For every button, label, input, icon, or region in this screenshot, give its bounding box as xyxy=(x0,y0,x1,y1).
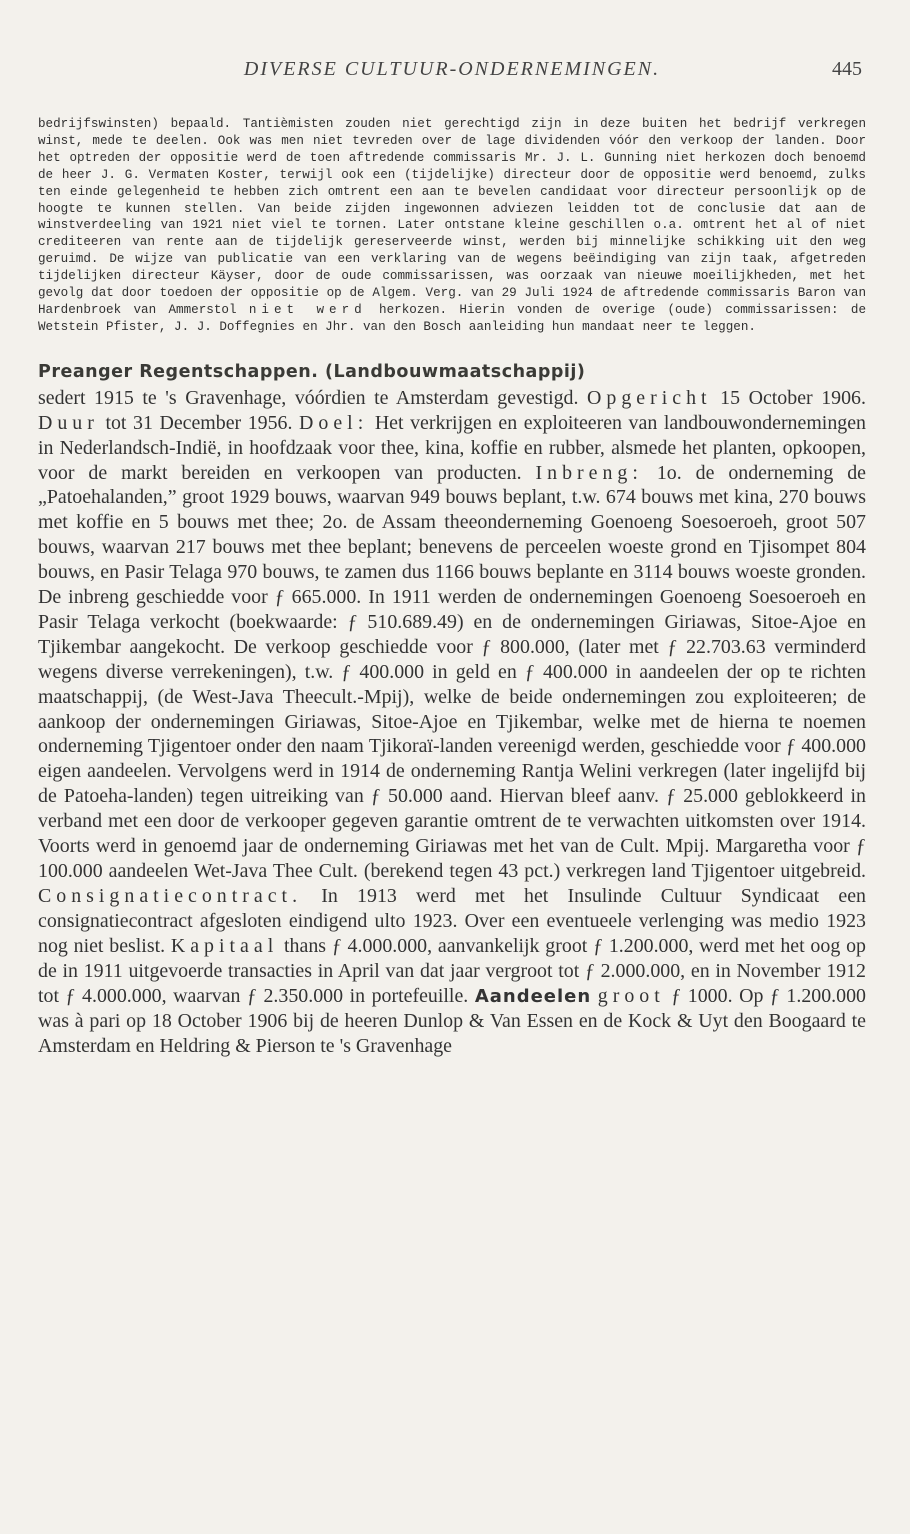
doel-label: Doel: xyxy=(299,411,369,434)
running-title: DIVERSE CULTUUR-ONDERNEMINGEN. xyxy=(243,58,661,80)
consignatie-text: In 1913 werd met het Insulinde Cultuur Syndicaat een consignatiecontract afgesloten eindigend ulto 1923. Over een eventueele verlenging was medio 1923 nog niet beslist. xyxy=(38,884,866,957)
company-title: Preanger Regentschappen. (Landbouwmaatschappij) xyxy=(38,361,586,382)
niet-werd-spaced: niet werd xyxy=(248,302,367,317)
intro-paragraph xyxy=(38,100,866,336)
intro-text: bedrijfswinsten) bepaald. Tantièmisten zouden niet gerechtigd zijn in deze buiten het bedrijf verkregen winst, mede te deelen. Ook was men niet tevreden over de lage dividenden vóór den verkoop der landen. Door het optreden der oppositie werd de toen aftredende commissaris Mr. J. L. Gunning niet herkozen doch benoemd de heer J. G. Vermaten Koster, terwijl ook een (tijdelijke) directeur door de oppositie werd benoemd, zulks ten einde gelegenheid te hebben zich omtrent een aan te bevelen candidaat voor directeur persoonlijk op de hoogte te kunnen stellen. Van beide zijden ingewonnen adviezen leidden tot de conclusie dat aan de winstverdeeling van 1921 niet viel te tornen. Later ontstane kleine geschillen o.a. omtrent het al of niet crediteeren van rente aan de tijdelijk gereserveerde winst, werden bij minnelijke schikking uit den weg geruimd. De wijze van publicatie van een verklaring van de wegens beëindiging van zijn taak, afgetreden tijdelijken directeur Käyser, door de oude commissarissen, was oorzaak van nieuwe moeilijkheden, met het gevolg dat door toedoen der oppositie op de Algem. Verg. van 29 Juli 1924 de aftredende commissaris Baron van Hardenbroek van Ammerstol xyxy=(38,117,866,317)
kapitaal-text: thans ƒ 4.000.000, aanvankelijk groot ƒ 1.200.000, werd met het oog op de in 1911 uitgevoerde transacties in April van dat jaar vergroot tot ƒ 2.000.000, en in November 1912 tot ƒ 4.000.000, waarvan ƒ 2.350.000 in portefeuille. xyxy=(38,934,866,1007)
page-number: 445 xyxy=(832,58,862,80)
page-header xyxy=(38,0,866,100)
duur-label: Duur xyxy=(38,411,99,434)
company-entry xyxy=(38,386,866,1059)
inbreng-text: 1o. de onderneming de „Patoehalanden,” groot 1929 bouws, waarvan 949 bouws beplant, t.w. 674 bouws met kina, 270 bouws met koffie en 5 bouws met thee; 2o. de Assam theeonderneming Goenoeng Soesoeroeh, groot 507 bouws, waarvan 217 bouws met thee beplant; benevens de perceelen woeste grond en Tjisompet 804 bouws, en Pasir Telaga 970 bouws, te zamen dus 1166 bouws beplante en 3114 bouws woeste gronden. De inbreng geschiedde voor ƒ 665.000. In 1911 werden de ondernemingen Goenoeng Soesoeroeh en Pasir Telaga verkocht (boekwaarde: ƒ 510.689.49) en de ondernemingen Giriawas, Sitoe-Ajoe en Tjikembar aangekocht. De verkoop geschiedde voor ƒ 800.000, (later met ƒ 22.703.63 verminderd wegens diverse verrekeningen), t.w. ƒ 400.000 in geld en ƒ 400.000 in aandeelen der op te richten maatschappij, (de West-Java Theecult.-Mpij), welke de beide ondernemingen zou exploiteeren; de aankoop der ondernemingen Giriawas, Sitoe-Ajoe en Tjikembar, welke met de hierna te noemen onderneming Tjigentoer onder den naam Tjikoraï-landen vereenigd werden, geschiedde voor ƒ 400.000 eigen aandeelen. Vervolgens werd in 1914 de onderneming Rantja Welini verkregen (later ingelijfd bij de Patoeha-landen) tegen uitreiking van ƒ 50.000 aand. Hiervan bleef aanv. ƒ 25.000 geblokkeerd in verband met een door de verkooper gegeven garantie omtrent de te verwachten uitkomsten over 1914. Voorts werd in genoemd jaar de onderneming Giriawas met het van de Cult. Mpij. Margaretha voor ƒ 100.000 aandeelen Wet-Java Thee Cult. (berekend tegen 43 pct.) verkregen land Tjigentoer uitgebreid. xyxy=(38,461,866,882)
doel-text: Het verkrijgen en exploiteeren van landbouwondernemingen in Nederlandsch-Indië, in hoofdzaak voor thee, kina, koffie en rubber, alsmede het planten, opkoopen, voor de markt bereiden en verkoopen van producten. xyxy=(38,411,866,484)
consignatie-label: Consignatiecontract. xyxy=(38,884,303,907)
opgericht-value: 15 October 1906. xyxy=(720,386,866,409)
opgericht-label: Opgericht xyxy=(587,386,712,409)
kapitaal-label: Kapitaal xyxy=(170,934,279,957)
inbreng-label: Inbreng: xyxy=(535,461,643,484)
company-seat: sedert 1915 te 's Gravenhage, vóórdien te Amsterdam gevestigd. xyxy=(38,386,579,409)
intro-text-end: herkozen. Hierin vonden de overige (oude) commissarissen: de Wetstein Pfister, J. J. Doffegnies en Jhr. van den Bosch aanleiding hun mandaat neer te leggen. xyxy=(38,302,867,334)
groot-label: groot xyxy=(597,984,665,1007)
aandeelen-label: Aandeelen xyxy=(474,985,592,1007)
duur-value: tot 31 December 1956. xyxy=(105,411,293,434)
aandeelen-text: ƒ 1000. Op ƒ 1.200.000 was à pari op 18 October 1906 bij de heeren Dunlop & Van Essen en de Kock & Uyt den Boogaard te Amsterdam en Heldring & Pierson te 's Gravenhage xyxy=(38,984,866,1058)
